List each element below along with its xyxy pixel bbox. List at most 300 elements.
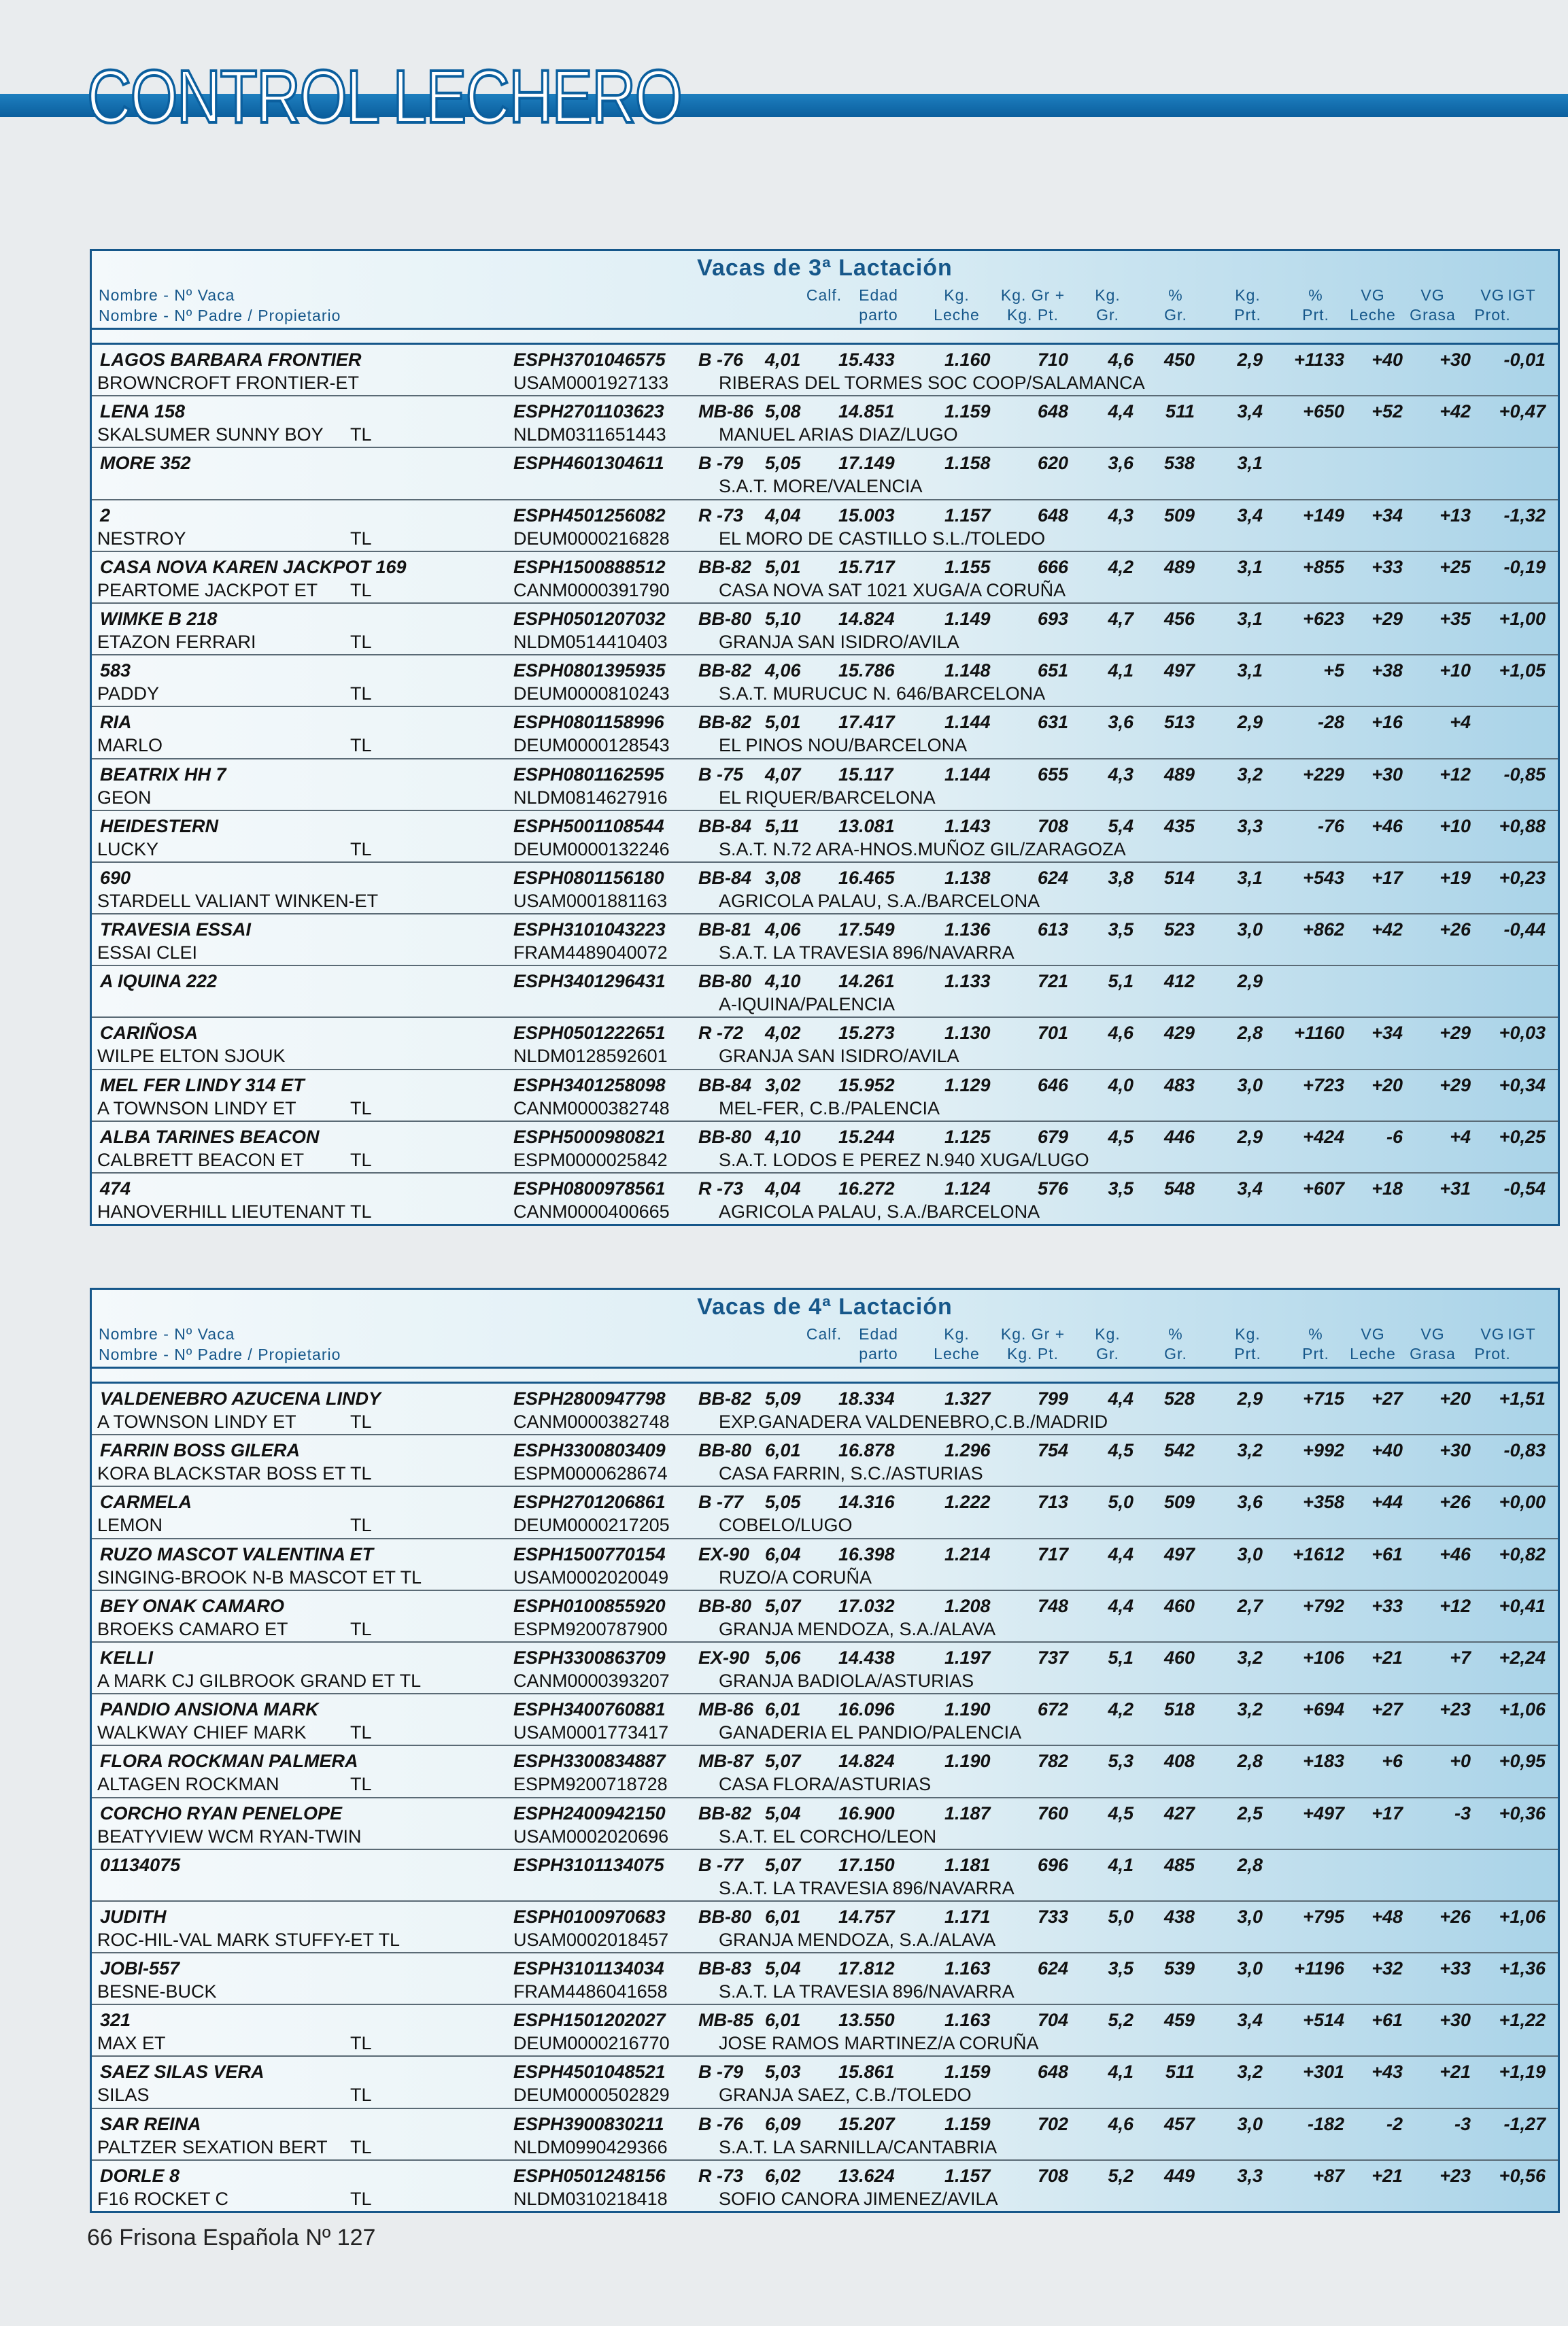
cell-vgl: +1133: [1294, 349, 1344, 370]
cell-grpt: 1.124: [944, 1178, 991, 1199]
cell-kgprt: 511: [1165, 2062, 1195, 2083]
cow-row: [92, 1798, 1558, 1850]
cell-grpt: 1.222: [944, 1492, 991, 1513]
cell-edad: 6,09: [765, 2113, 801, 2134]
cell-calf: MB-86: [698, 401, 754, 422]
cell-vgg: +61: [1371, 1543, 1403, 1564]
cell-pprt: 3,2: [1237, 1699, 1263, 1720]
cell-vgp: +33: [1439, 1958, 1471, 1979]
cell-edad: 5,08: [765, 401, 801, 422]
cow-row: [92, 1902, 1558, 1953]
cow-row: [92, 914, 1558, 966]
cell-grpt: 1.187: [944, 1802, 991, 1824]
head-kg-gr-pt: Kg. Gr +: [1000, 1325, 1066, 1343]
cell-igt: -0,44: [1503, 919, 1546, 940]
cell-grpt: 1.208: [944, 1595, 991, 1616]
cell-leche: 14.438: [838, 1647, 895, 1668]
cell-vgg: +34: [1371, 1023, 1403, 1044]
cell-vgl: +1160: [1294, 1023, 1344, 1044]
cell-kgprt: 429: [1163, 1023, 1195, 1044]
cell-vgl: +358: [1303, 1492, 1344, 1513]
head-edad-parto: parto: [859, 1345, 898, 1363]
cell-grpt: 1.296: [944, 1440, 991, 1461]
cell-sire-tl: TL: [350, 1201, 372, 1222]
cell-kggr: 648: [1037, 401, 1068, 422]
cell-kgprt: 460: [1163, 1595, 1195, 1616]
cow-row: [92, 1953, 1558, 2005]
cell-name: A IQUINA 222: [100, 971, 218, 992]
cell-vgl: +992: [1303, 1440, 1344, 1461]
cell-igt: +0,47: [1499, 401, 1546, 422]
cell-owner: S.A.T. LA TRAVESIA 896/NAVARRA: [719, 1981, 1015, 2002]
cell-owner: EL PINOS NOU/BARCELONA: [719, 735, 968, 756]
cell-vgg: +30: [1371, 764, 1403, 785]
cell-sire-name: PALTZER SEXATION BERT: [97, 2136, 328, 2157]
cow-row: [92, 1070, 1558, 1122]
cell-owner: EL RIQUER/BARCELONA: [719, 787, 936, 808]
cell-igt: +2,24: [1499, 1647, 1546, 1668]
cell-kggr: 702: [1037, 2113, 1068, 2134]
cell-name: LAGOS BARBARA FRONTIER: [100, 349, 362, 370]
cell-vgp: +21: [1439, 2062, 1471, 2083]
cell-calf: BB-83: [698, 1958, 752, 1979]
cell-vgl: +1196: [1294, 1958, 1344, 1979]
cell-sire-id: CANM0000393207: [513, 1670, 670, 1691]
cell-kgprt: 511: [1165, 401, 1195, 422]
cell-sire-id: DEUM0000132246: [513, 838, 670, 859]
cell-owner: S.A.T. LODOS E PEREZ N.940 XUGA/LUGO: [719, 1149, 1089, 1170]
cow-row: [92, 2005, 1558, 2057]
cell-vgl: +424: [1303, 1126, 1344, 1147]
cell-igt: +0,23: [1499, 867, 1546, 888]
head-kg-prt: Kg.: [1235, 286, 1261, 304]
cell-leche: 15.786: [838, 660, 895, 681]
cow-row: [92, 655, 1558, 707]
section-title: Vacas de 3ª Lactación: [697, 255, 953, 281]
cell-vgl: +87: [1313, 2165, 1344, 2186]
cell-leche: 16.878: [838, 1440, 895, 1461]
cell-vgp: +19: [1439, 867, 1471, 888]
cell-owner: GRANJA SAEZ, C.B./TOLEDO: [719, 2085, 972, 2106]
cell-owner: COBELO/LUGO: [719, 1515, 853, 1536]
cell-id: ESPH2701206861: [513, 1492, 666, 1513]
cell-kggr: 748: [1037, 1595, 1068, 1616]
cell-calf: MB-86: [698, 1699, 754, 1720]
cell-name: 583: [100, 660, 131, 681]
cell-sire-id: NLDM0990429366: [513, 2136, 668, 2157]
cell-leche: 16.096: [838, 1699, 895, 1720]
cell-kggr: 624: [1037, 867, 1068, 888]
cell-sire-id: NLDM0311651443: [513, 424, 666, 445]
cell-calf: MB-85: [698, 2010, 754, 2031]
cell-name: VALDENEBRO AZUCENA LINDY: [100, 1388, 381, 1409]
cell-pgr: 4,6: [1108, 1023, 1134, 1044]
cell-pprt: 3,4: [1237, 2010, 1263, 2031]
cell-sire-id: DEUM0000217205: [513, 1515, 670, 1536]
cow-row: [92, 811, 1558, 863]
cell-name: FLORA ROCKMAN PALMERA: [100, 1751, 358, 1772]
cell-pgr: 4,3: [1108, 504, 1134, 526]
cell-kgprt: 485: [1163, 1854, 1195, 1875]
cow-row: [92, 1174, 1558, 1224]
table-body: [92, 1384, 1558, 2211]
cell-calf: EX-90: [698, 1543, 750, 1564]
cell-vgg: +27: [1371, 1388, 1403, 1409]
cell-igt: -0,85: [1503, 764, 1546, 785]
cell-vgp: +0: [1450, 1751, 1471, 1772]
cell-owner: MEL-FER, C.B./PALENCIA: [719, 1097, 940, 1118]
cow-row: [92, 1643, 1558, 1694]
cell-grpt: 1.160: [944, 349, 991, 370]
cell-sire-tl: TL: [350, 1097, 372, 1118]
cell-edad: 5,07: [765, 1595, 801, 1616]
cow-row: [92, 863, 1558, 914]
cow-row: [92, 1018, 1558, 1070]
head-vg-leche-label: Leche: [1350, 1345, 1396, 1363]
cell-kgprt: 435: [1163, 815, 1195, 836]
cell-vgl: +497: [1303, 1802, 1344, 1824]
cell-vgl: +543: [1303, 867, 1344, 888]
cell-kggr: 708: [1037, 2165, 1068, 2186]
cell-kggr: 631: [1037, 712, 1068, 733]
cell-igt: +1,06: [1499, 1699, 1546, 1720]
cell-vgg: +16: [1371, 712, 1403, 733]
head-pct-prt: %: [1308, 286, 1323, 304]
cell-vgl: +1612: [1293, 1543, 1344, 1564]
cell-pprt: 3,4: [1237, 1178, 1263, 1199]
cell-kggr: 666: [1037, 556, 1068, 577]
cell-leche: 14.824: [838, 1751, 895, 1772]
cell-vgg: +17: [1371, 1802, 1403, 1824]
cell-pgr: 4,1: [1108, 660, 1134, 681]
cell-igt: +0,56: [1499, 2165, 1546, 2186]
cell-id: ESPH2400942150: [513, 1802, 666, 1824]
cell-edad: 5,09: [765, 1388, 801, 1409]
cell-vgg: +43: [1371, 2062, 1403, 2083]
cell-leche: 17.149: [838, 453, 895, 474]
cell-kggr: 737: [1037, 1647, 1068, 1668]
cell-igt: +0,03: [1499, 1023, 1546, 1044]
cell-sire-tl: TL: [350, 528, 372, 549]
head-calf: Calf.: [806, 286, 842, 304]
cell-pgr: 4,4: [1108, 1543, 1134, 1564]
cell-vgg: +6: [1382, 1751, 1403, 1772]
cell-id: ESPH3101134075: [513, 1854, 664, 1875]
cell-calf: BB-84: [698, 867, 752, 888]
cell-sire-tl: TL: [350, 2033, 372, 2054]
cell-grpt: 1.190: [944, 1751, 991, 1772]
cell-kggr: 613: [1037, 919, 1068, 940]
cell-owner: GRANJA MENDOZA, S.A./ALAVA: [719, 1618, 996, 1639]
cell-vgg: +38: [1371, 660, 1403, 681]
cell-sire-id: USAM0001773417: [513, 1722, 669, 1743]
table-body: [92, 345, 1558, 1224]
cell-kggr: 701: [1037, 1023, 1068, 1044]
cell-sire-name: LUCKY: [97, 838, 159, 859]
cell-edad: 5,07: [765, 1751, 801, 1772]
cell-vgp: +30: [1439, 349, 1471, 370]
cell-edad: 3,02: [765, 1074, 801, 1095]
cell-id: ESPH4501256082: [513, 504, 666, 526]
cell-vgl: +723: [1303, 1074, 1344, 1095]
cell-leche: 16.272: [838, 1178, 895, 1199]
cell-pgr: 4,6: [1108, 349, 1134, 370]
cell-vgl: +183: [1303, 1751, 1344, 1772]
cell-sire-name: SILAS: [97, 2085, 150, 2106]
table-header: [92, 1290, 1558, 1369]
cell-sire-name: GEON: [97, 787, 152, 808]
cell-pprt: 2,5: [1237, 1802, 1263, 1824]
cell-sire-name: STARDELL VALIANT WINKEN-ET: [97, 890, 379, 911]
cell-edad: 4,06: [765, 919, 801, 940]
cell-igt: -1,27: [1503, 2113, 1546, 2134]
cell-grpt: 1.159: [944, 2113, 991, 2134]
cell-sire-name: ROC-HIL-VAL MARK STUFFY-ET TL: [97, 1929, 400, 1950]
cell-grpt: 1.190: [944, 1699, 991, 1720]
head-kg-prt: Kg.: [1235, 1325, 1261, 1343]
head-vg-prot-label: Prot.: [1474, 1345, 1511, 1363]
cell-kgprt: 542: [1163, 1440, 1195, 1461]
cell-grpt: 1.130: [944, 1023, 991, 1044]
head-kg-gr: Kg.: [1095, 1325, 1121, 1343]
cell-edad: 4,02: [765, 1023, 801, 1044]
cell-owner: S.A.T. LA TRAVESIA 896/NAVARRA: [719, 1877, 1015, 1898]
cell-kggr: 733: [1037, 1906, 1068, 1927]
cell-vgp: +25: [1439, 556, 1471, 577]
cell-vgp: +42: [1439, 401, 1471, 422]
cell-owner: GANADERIA EL PANDIO/PALENCIA: [719, 1722, 1022, 1743]
head-vg-prot-label: Prot.: [1474, 306, 1511, 324]
cell-name: TRAVESIA ESSAI: [100, 919, 252, 940]
cell-id: ESPH0100855920: [513, 1595, 666, 1616]
cell-vgp: +26: [1439, 919, 1471, 940]
cell-id: ESPH3401258098: [513, 1074, 666, 1095]
cell-pgr: 5,2: [1108, 2165, 1134, 2186]
cell-id: ESPH4501048521: [513, 2062, 666, 2083]
cell-grpt: 1.143: [944, 815, 991, 836]
cell-grpt: 1.159: [944, 2062, 991, 2083]
cell-pprt: 3,0: [1237, 1906, 1263, 1927]
cell-sire-id: USAM0001927133: [513, 373, 669, 393]
cell-vgg: +42: [1371, 919, 1403, 940]
cell-vgg: +21: [1371, 1647, 1403, 1668]
cell-pgr: 4,2: [1108, 556, 1134, 577]
cell-pprt: 3,0: [1237, 1543, 1263, 1564]
cell-pgr: 5,3: [1108, 1751, 1134, 1772]
cell-leche: 17.032: [838, 1595, 895, 1616]
cell-pprt: 2,9: [1237, 349, 1263, 370]
cell-kggr: 696: [1037, 1854, 1068, 1875]
cell-sire-name: A TOWNSON LINDY ET: [97, 1412, 296, 1432]
cell-sire-name: ETAZON FERRARI: [97, 631, 256, 652]
cell-calf: BB-80: [698, 1440, 752, 1461]
cell-vgl: +5: [1323, 660, 1344, 681]
cell-calf: BB-82: [698, 1388, 752, 1409]
head-pct-gr-label: Gr.: [1164, 306, 1187, 324]
cell-pgr: 3,6: [1108, 453, 1134, 474]
page-footer: [87, 2225, 375, 2251]
cell-sire-tl: TL: [350, 2085, 372, 2106]
cell-sire-id: CANM0000382748: [513, 1412, 670, 1432]
cell-edad: 5,01: [765, 556, 801, 577]
cell-pgr: 4,1: [1108, 2062, 1134, 2083]
cell-edad: 6,01: [765, 1699, 801, 1720]
cell-id: ESPH0100970683: [513, 1906, 666, 1927]
cell-igt: +0,41: [1499, 1595, 1546, 1616]
cell-sire-name: MAX ET: [97, 2033, 166, 2054]
cell-leche: 18.334: [838, 1388, 895, 1409]
cell-pgr: 4,1: [1108, 1854, 1134, 1875]
cell-kgprt: 548: [1163, 1178, 1195, 1199]
cell-id: ESPH0801156180: [513, 867, 664, 888]
cell-vgp: +7: [1450, 1647, 1471, 1668]
cell-pgr: 4,7: [1108, 608, 1134, 629]
cell-sire-tl: TL: [350, 735, 372, 756]
cell-calf: BB-84: [698, 815, 752, 836]
cell-pprt: 2,8: [1237, 1023, 1263, 1044]
cell-name: 321: [100, 2010, 131, 2031]
head-gr: Gr.: [1096, 1345, 1119, 1363]
cell-sire-id: DEUM0000502829: [513, 2085, 670, 2106]
cell-igt: +1,00: [1499, 608, 1546, 629]
head-pct-gr: %: [1168, 286, 1183, 304]
cell-vgp: +4: [1450, 1126, 1471, 1147]
cell-name: ALBA TARINES BEACON: [100, 1126, 320, 1147]
cell-vgp: +20: [1439, 1388, 1471, 1409]
cell-owner: EL MORO DE CASTILLO S.L./TOLEDO: [719, 528, 1046, 549]
cow-row: [92, 345, 1558, 396]
cell-sire-name: LEMON: [97, 1515, 163, 1536]
cell-owner: JOSE RAMOS MARTINEZ/A CORUÑA: [719, 2033, 1039, 2054]
cow-row: [92, 1850, 1558, 1902]
cell-calf: BB-80: [698, 971, 752, 992]
cell-name: JOBI-557: [100, 1958, 180, 1979]
cell-sire-tl: TL: [350, 1412, 372, 1432]
head-igt: IGT: [1507, 286, 1536, 304]
cell-kgprt: 528: [1163, 1388, 1195, 1409]
cell-sire-tl: TL: [350, 1774, 372, 1795]
cell-sire-id: ESPM9200787900: [513, 1618, 668, 1639]
head-leche: Leche: [934, 1345, 980, 1363]
cell-pgr: 3,5: [1108, 1178, 1134, 1199]
cow-row: [92, 1435, 1558, 1487]
cell-id: ESPH3300803409: [513, 1440, 666, 1461]
cell-kgprt: 514: [1163, 867, 1195, 888]
cell-kgprt: 489: [1163, 556, 1195, 577]
cell-edad: 5,05: [765, 453, 801, 474]
cell-owner: S.A.T. LA TRAVESIA 896/NAVARRA: [719, 942, 1015, 963]
cell-kggr: 782: [1037, 1751, 1068, 1772]
cell-sire-id: ESPM9200718728: [513, 1774, 668, 1795]
table-header: [92, 251, 1558, 330]
cell-kgprt: 457: [1163, 2113, 1195, 2134]
cell-grpt: 1.129: [944, 1074, 991, 1095]
cell-pprt: 3,2: [1237, 1440, 1263, 1461]
cell-grpt: 1.197: [944, 1647, 991, 1668]
cell-pprt: 3,2: [1237, 764, 1263, 785]
head-nombre-padre: Nombre - Nº Padre / Propietario: [99, 307, 341, 324]
cell-grpt: 1.148: [944, 660, 991, 681]
cell-vgl: +301: [1303, 2062, 1344, 2083]
cell-pprt: 3,0: [1237, 919, 1263, 940]
cell-owner: AGRICOLA PALAU, S.A./BARCELONA: [719, 1201, 1040, 1222]
cell-grpt: 1.157: [944, 504, 991, 526]
cell-sire-name: A TOWNSON LINDY ET: [97, 1097, 296, 1118]
cell-sire-tl: TL: [350, 1515, 372, 1536]
cow-row: [92, 1746, 1558, 1798]
cell-id: ESPH0801158996: [513, 712, 664, 733]
cell-calf: B -76: [698, 2113, 744, 2134]
cell-vgg: -6: [1386, 1126, 1403, 1147]
cell-name: MORE 352: [100, 453, 191, 474]
cell-leche: 14.824: [838, 608, 895, 629]
cell-grpt: 1.144: [944, 764, 991, 785]
cow-row: [92, 448, 1558, 500]
head-kg-pt: Kg. Pt.: [1006, 306, 1059, 324]
cell-igt: -0,01: [1503, 349, 1546, 370]
cell-calf: B -76: [698, 349, 744, 370]
cell-calf: BB-80: [698, 1126, 752, 1147]
head-pct-gr: %: [1168, 1325, 1183, 1343]
cell-igt: +0,95: [1499, 1751, 1546, 1772]
cell-leche: 15.433: [838, 349, 895, 370]
cell-sire-id: NLDM0310218418: [513, 2188, 668, 2209]
cell-id: ESPH5001108544: [513, 815, 664, 836]
cell-name: 01134075: [100, 1854, 181, 1875]
cell-vgg: +32: [1371, 1958, 1403, 1979]
cow-row: [92, 707, 1558, 759]
cell-edad: 4,04: [765, 1178, 801, 1199]
cell-edad: 6,01: [765, 1906, 801, 1927]
cell-igt: +0,82: [1499, 1543, 1546, 1564]
cell-sire-id: ESPM0000025842: [513, 1149, 668, 1170]
cell-name: 474: [100, 1178, 131, 1199]
cell-igt: +1,36: [1499, 1958, 1546, 1979]
cell-sire-name: WALKWAY CHIEF MARK: [97, 1722, 307, 1743]
cell-name: KELLI: [100, 1647, 153, 1668]
cell-grpt: 1.125: [944, 1126, 991, 1147]
cell-igt: -1,32: [1503, 504, 1546, 526]
cell-kggr: 672: [1037, 1699, 1068, 1720]
cell-igt: +0,88: [1499, 815, 1546, 836]
cow-row: [92, 500, 1558, 552]
cell-kgprt: 539: [1163, 1958, 1195, 1979]
cell-pgr: 3,5: [1108, 919, 1134, 940]
cow-row: [92, 552, 1558, 604]
cell-calf: R -73: [698, 504, 744, 526]
cell-calf: B -79: [698, 2062, 744, 2083]
cell-kgprt: 489: [1163, 764, 1195, 785]
head-edad: Edad: [859, 1325, 898, 1343]
cell-owner: S.A.T. MURUCUC N. 646/BARCELONA: [719, 683, 1046, 704]
cell-edad: 4,10: [765, 971, 801, 992]
cell-grpt: 1.149: [944, 608, 991, 629]
cow-row: [92, 604, 1558, 655]
cell-sire-tl: TL: [350, 838, 372, 859]
cell-id: ESPH0800978561: [513, 1178, 666, 1199]
cell-sire-name: MARLO: [97, 735, 163, 756]
cell-vgl: +862: [1303, 919, 1344, 940]
head-pct-prt: %: [1308, 1325, 1323, 1343]
cell-owner: RUZO/A CORUÑA: [719, 1567, 872, 1588]
cell-vgl: +229: [1303, 764, 1344, 785]
cell-pprt: 2,7: [1237, 1595, 1263, 1616]
cell-pgr: 5,2: [1108, 2010, 1134, 2031]
cell-vgg: +61: [1371, 2010, 1403, 2031]
cell-edad: 4,04: [765, 504, 801, 526]
cell-sire-name: BEATYVIEW WCM RYAN-TWIN: [97, 1826, 362, 1847]
cell-vgp: +30: [1439, 2010, 1471, 2031]
